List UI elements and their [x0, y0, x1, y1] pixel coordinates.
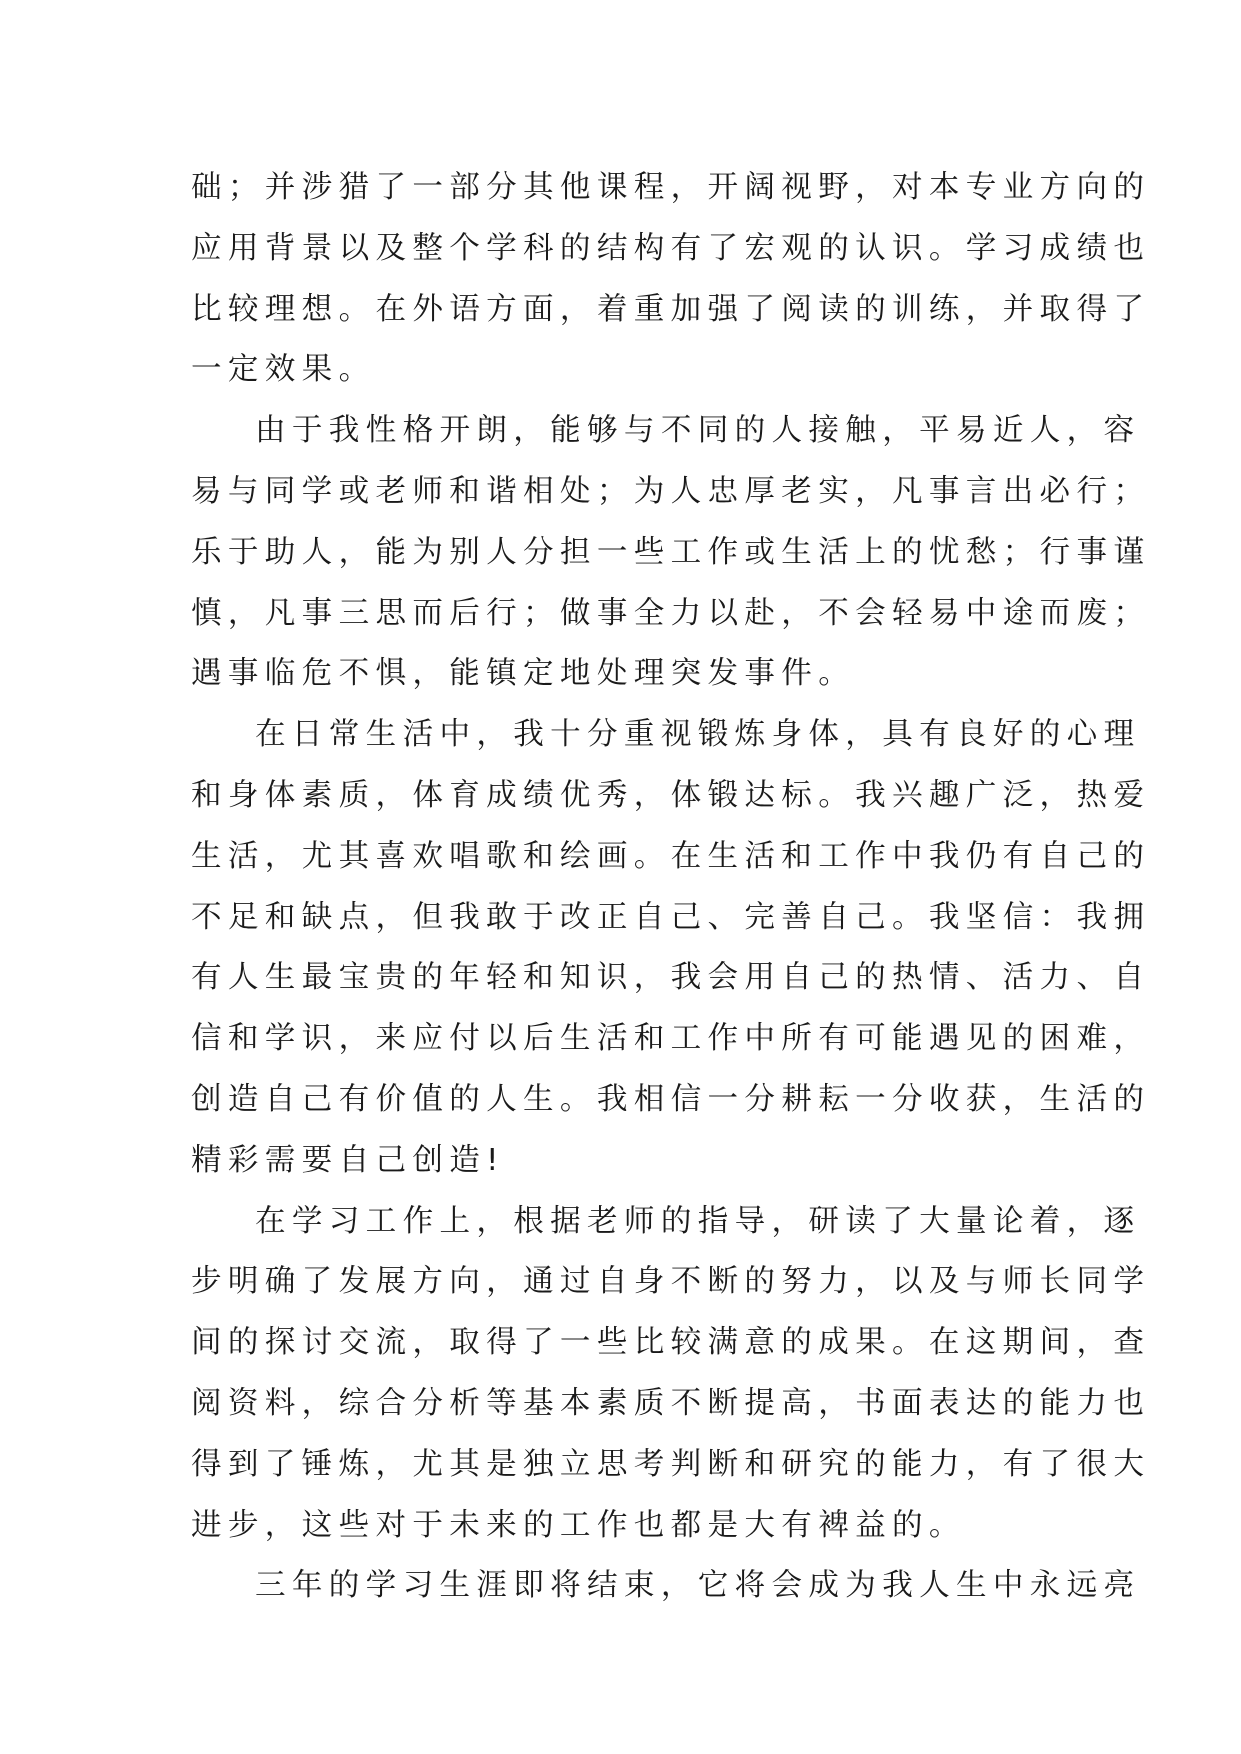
text-line: 步明确了发展方向，通过自身不断的努力，以及与师长同学	[191, 1264, 1151, 1300]
text-line: 础；并涉猎了一部分其他课程，开阔视野，对本专业方向的	[191, 170, 1151, 205]
text-line: 信和学识，来应付以后生活和工作中所有可能遇见的困难，	[191, 1021, 1151, 1057]
text-line: 遇事临危不惧，能镇定地处理突发事件。	[191, 656, 856, 692]
text-line: 不足和缺点，但我敢于改正自己、完善自己。我坚信：我拥	[191, 899, 1151, 935]
text-line: 进步，这些对于未来的工作也都是大有裨益的。	[191, 1507, 966, 1543]
text-line: 乐于助人，能为别人分担一些工作或生活上的忧愁；行事谨	[191, 534, 1151, 570]
paragraph-first-line: 在日常生活中，我十分重视锻炼身体，具有良好的心理	[255, 717, 1141, 753]
text-line: 得到了锤炼，尤其是独立思考判断和研究的能力，有了很大	[191, 1446, 1151, 1482]
paragraph-first-line: 在学习工作上，根据老师的指导，研读了大量论着，逐	[255, 1203, 1141, 1239]
paragraph-first-line: 三年的学习生涯即将结束，它将会成为我人生中永远亮	[255, 1568, 1141, 1604]
text-line: 生活，尤其喜欢唱歌和绘画。在生活和工作中我仍有自己的	[191, 838, 1151, 874]
text-line: 间的探讨交流，取得了一些比较满意的成果。在这期间，查	[191, 1325, 1151, 1361]
text-line: 有人生最宝贵的年轻和知识，我会用自己的热情、活力、自	[191, 960, 1151, 996]
text-line: 创造自己有价值的人生。我相信一分耕耘一分收获，生活的	[191, 1081, 1151, 1117]
paragraph-first-line: 由于我性格开朗，能够与不同的人接触，平易近人，容	[255, 413, 1141, 449]
text-line: 比较理想。在外语方面，着重加强了阅读的训练，并取得了	[191, 291, 1151, 327]
text-line: 慎，凡事三思而后行；做事全力以赴，不会轻易中途而废；	[191, 595, 1151, 631]
text-line: 应用背景以及整个学科的结构有了宏观的认识。学习成绩也	[191, 230, 1151, 266]
text-line: 一定效果。	[191, 352, 376, 388]
document-body	[191, 158, 1151, 1617]
text-line: 精彩需要自己创造!	[191, 1142, 505, 1178]
text-line: 易与同学或老师和谐相处；为人忠厚老实，凡事言出必行；	[191, 473, 1151, 509]
text-line: 和身体素质，体育成绩优秀，体锻达标。我兴趣广泛，热爱	[191, 777, 1151, 813]
text-line: 阅资料，综合分析等基本素质不断提高，书面表达的能力也	[191, 1385, 1151, 1421]
